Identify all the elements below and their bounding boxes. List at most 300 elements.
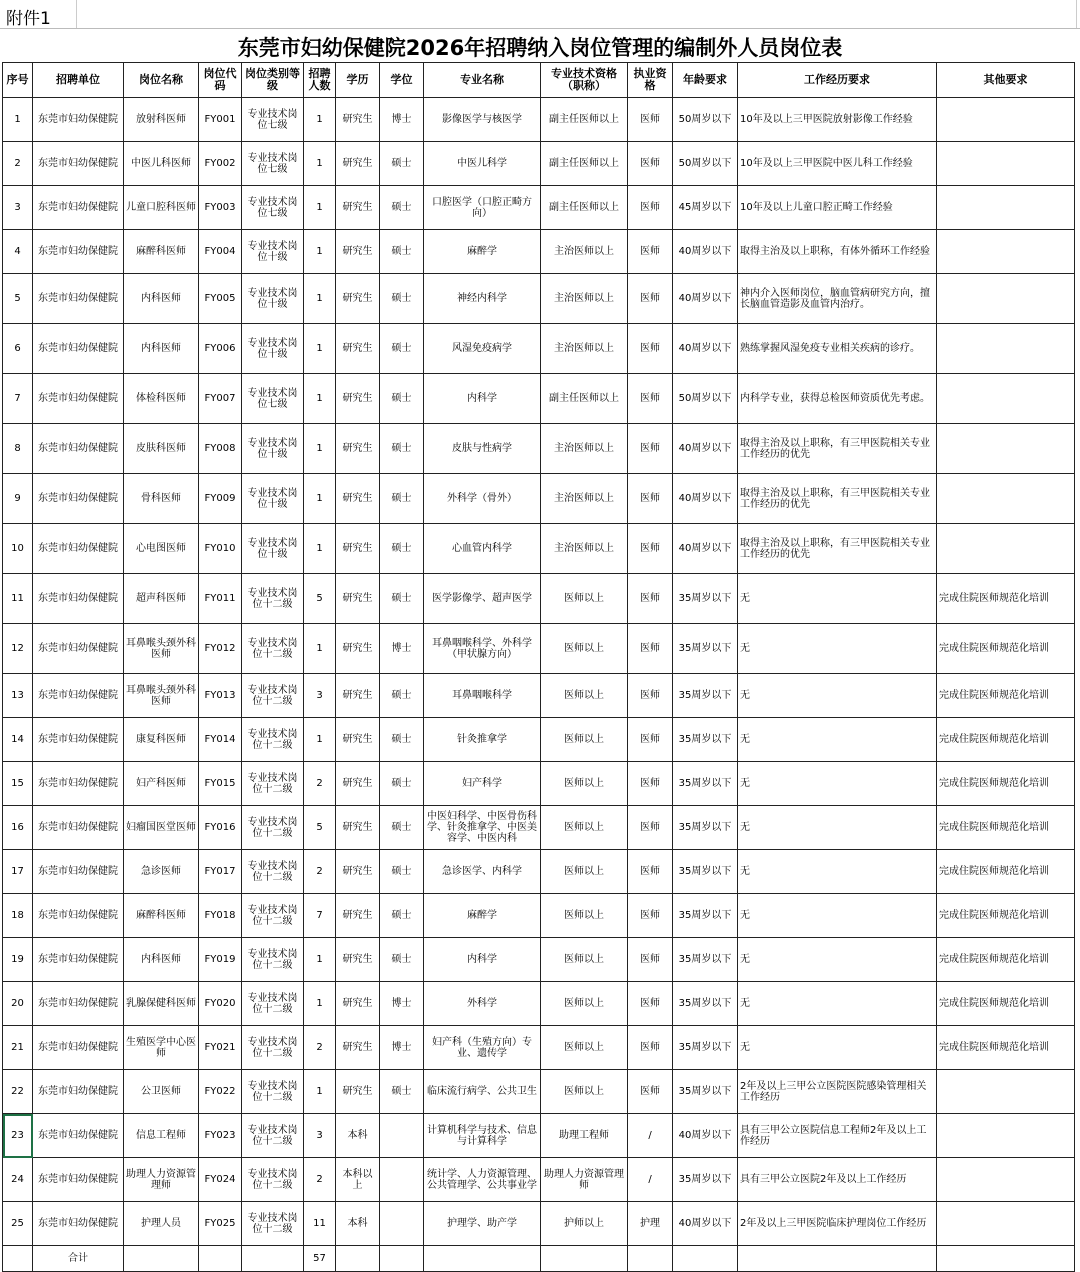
table-cell[interactable]: 医师 [628,186,673,230]
table-cell[interactable]: 专业技术岗位十级 [242,230,304,274]
table-cell[interactable]: 专业技术岗位七级 [242,142,304,186]
table-cell[interactable]: 主治医师以上 [541,324,628,374]
table-cell[interactable]: 1 [304,474,336,524]
table-cell[interactable]: 东莞市妇幼保健院 [33,324,124,374]
table-cell[interactable]: 完成住院医师规范化培训 [937,850,1075,894]
table-cell[interactable]: FY015 [199,762,242,806]
table-cell[interactable]: 1 [304,142,336,186]
table-cell[interactable] [937,98,1075,142]
table-cell[interactable]: 1 [304,424,336,474]
table-cell[interactable]: 取得主治及以上职称，有三甲医院相关专业工作经历的优先 [738,424,937,474]
table-cell[interactable]: 无 [738,762,937,806]
table-cell[interactable]: 硕士 [380,374,424,424]
table-cell[interactable] [937,1246,1075,1272]
total-label[interactable]: 合计 [33,1246,124,1272]
table-cell[interactable]: 医学影像学、超声医学 [424,574,541,624]
table-cell[interactable]: 东莞市妇幼保健院 [33,98,124,142]
header-cell[interactable]: 学位 [380,63,424,98]
table-cell[interactable]: 医师以上 [541,1070,628,1114]
table-cell[interactable]: 副主任医师以上 [541,374,628,424]
table-cell[interactable]: 硕士 [380,474,424,524]
table-cell[interactable]: 医师以上 [541,762,628,806]
table-cell[interactable]: 麻醉科医师 [124,894,199,938]
table-cell[interactable]: 35周岁以下 [673,938,738,982]
table-cell[interactable]: 博士 [380,98,424,142]
table-cell[interactable]: 东莞市妇幼保健院 [33,1026,124,1070]
table-cell[interactable]: 医师 [628,324,673,374]
table-cell[interactable]: 专业技术岗位十二级 [242,674,304,718]
table-cell[interactable]: 医师 [628,938,673,982]
table-cell[interactable]: 本科以上 [336,1158,380,1202]
table-cell[interactable]: 东莞市妇幼保健院 [33,230,124,274]
header-cell[interactable]: 其他要求 [937,63,1075,98]
table-cell[interactable]: 本科 [336,1202,380,1246]
table-cell[interactable]: 东莞市妇幼保健院 [33,474,124,524]
table-cell[interactable]: 硕士 [380,894,424,938]
table-cell[interactable] [937,142,1075,186]
table-cell[interactable]: 医师 [628,142,673,186]
table-cell[interactable]: 完成住院医师规范化培训 [937,674,1075,718]
table-cell[interactable]: 内科医师 [124,938,199,982]
table-cell[interactable]: 医师 [628,574,673,624]
table-cell[interactable]: FY012 [199,624,242,674]
table-cell[interactable]: 东莞市妇幼保健院 [33,938,124,982]
table-cell[interactable]: 20 [3,982,33,1026]
table-cell[interactable]: 研究生 [336,142,380,186]
table-cell[interactable]: 急诊医师 [124,850,199,894]
table-cell[interactable]: 无 [738,938,937,982]
header-cell[interactable]: 岗位代码 [199,63,242,98]
table-cell[interactable]: 18 [3,894,33,938]
table-cell[interactable] [937,324,1075,374]
table-cell[interactable]: 22 [3,1070,33,1114]
table-cell[interactable]: 研究生 [336,938,380,982]
table-cell[interactable]: 博士 [380,1026,424,1070]
table-cell[interactable]: 11 [3,574,33,624]
table-cell[interactable]: 专业技术岗位十二级 [242,850,304,894]
table-cell[interactable]: FY011 [199,574,242,624]
table-cell[interactable]: FY020 [199,982,242,1026]
table-cell[interactable]: 主治医师以上 [541,424,628,474]
header-cell[interactable]: 岗位类别等级 [242,63,304,98]
table-cell[interactable]: 东莞市妇幼保健院 [33,806,124,850]
table-cell[interactable]: 主治医师以上 [541,230,628,274]
table-cell[interactable]: 40周岁以下 [673,424,738,474]
table-cell[interactable]: 50周岁以下 [673,98,738,142]
table-cell[interactable]: 40周岁以下 [673,474,738,524]
table-cell[interactable]: 35周岁以下 [673,806,738,850]
table-cell[interactable]: 临床流行病学、公共卫生 [424,1070,541,1114]
table-cell[interactable]: 东莞市妇幼保健院 [33,574,124,624]
table-cell[interactable]: 硕士 [380,230,424,274]
table-cell[interactable]: 硕士 [380,574,424,624]
table-cell[interactable]: 5 [304,574,336,624]
table-cell[interactable] [380,1202,424,1246]
table-cell[interactable]: 中医儿科学 [424,142,541,186]
table-cell[interactable]: FY022 [199,1070,242,1114]
table-cell[interactable]: 东莞市妇幼保健院 [33,624,124,674]
table-cell[interactable]: 研究生 [336,718,380,762]
table-cell[interactable]: 专业技术岗位十级 [242,274,304,324]
table-cell[interactable]: 东莞市妇幼保健院 [33,1158,124,1202]
table-cell[interactable]: 完成住院医师规范化培训 [937,762,1075,806]
table-cell[interactable]: 40周岁以下 [673,1202,738,1246]
table-cell[interactable]: 体检科医师 [124,374,199,424]
table-cell[interactable] [937,374,1075,424]
table-cell[interactable]: 麻醉学 [424,230,541,274]
table-cell[interactable]: FY002 [199,142,242,186]
table-cell[interactable]: 45周岁以下 [673,186,738,230]
table-cell[interactable]: 妇产科（生殖方向）专业、遗传学 [424,1026,541,1070]
table-cell[interactable]: 医师 [628,1026,673,1070]
table-cell[interactable]: 1 [304,274,336,324]
table-cell[interactable]: 医师以上 [541,674,628,718]
table-cell[interactable]: 医师 [628,274,673,324]
table-cell[interactable]: 取得主治及以上职称，有三甲医院相关专业工作经历的优先 [738,474,937,524]
header-cell[interactable]: 专业名称 [424,63,541,98]
table-cell[interactable]: 35周岁以下 [673,850,738,894]
table-cell[interactable]: 东莞市妇幼保健院 [33,374,124,424]
table-cell[interactable]: 专业技术岗位十二级 [242,1026,304,1070]
table-cell[interactable] [937,230,1075,274]
table-cell[interactable]: 医师以上 [541,938,628,982]
table-cell[interactable]: 1 [304,524,336,574]
table-cell[interactable]: 医师 [628,424,673,474]
table-cell[interactable]: 7 [3,374,33,424]
table-cell[interactable]: 医师以上 [541,574,628,624]
table-cell[interactable]: 东莞市妇幼保健院 [33,894,124,938]
total-count[interactable]: 57 [304,1246,336,1272]
table-cell[interactable]: 中医妇科学、中医骨伤科学、针灸推拿学、中医美容学、中医内科 [424,806,541,850]
table-cell[interactable]: 东莞市妇幼保健院 [33,1202,124,1246]
table-cell[interactable]: 硕士 [380,718,424,762]
table-cell[interactable]: 专业技术岗位十二级 [242,806,304,850]
table-cell[interactable]: 研究生 [336,982,380,1026]
table-cell[interactable]: 专业技术岗位十级 [242,474,304,524]
table-cell[interactable]: / [628,1114,673,1158]
table-cell[interactable]: 研究生 [336,186,380,230]
table-cell[interactable]: 23 [3,1114,33,1158]
table-cell[interactable]: 50周岁以下 [673,374,738,424]
table-cell[interactable]: 9 [3,474,33,524]
table-cell[interactable] [937,524,1075,574]
table-cell[interactable]: 1 [304,186,336,230]
table-cell[interactable]: 完成住院医师规范化培训 [937,718,1075,762]
table-cell[interactable]: 专业技术岗位十级 [242,524,304,574]
table-cell[interactable] [124,1246,199,1272]
table-cell[interactable]: 内科学专业，获得总检医师资质优先考虑。 [738,374,937,424]
table-cell[interactable]: 研究生 [336,374,380,424]
table-cell[interactable]: 儿童口腔科医师 [124,186,199,230]
table-cell[interactable]: 40周岁以下 [673,524,738,574]
table-cell[interactable]: 16 [3,806,33,850]
table-cell[interactable]: 40周岁以下 [673,230,738,274]
table-cell[interactable]: 取得主治及以上职称，有三甲医院相关专业工作经历的优先 [738,524,937,574]
table-cell[interactable]: 40周岁以下 [673,1114,738,1158]
table-cell[interactable]: 东莞市妇幼保健院 [33,982,124,1026]
table-cell[interactable]: 硕士 [380,524,424,574]
table-cell[interactable]: 助理工程师 [541,1114,628,1158]
table-cell[interactable]: 专业技术岗位十二级 [242,1070,304,1114]
table-cell[interactable]: 5 [3,274,33,324]
table-cell[interactable]: 专业技术岗位十二级 [242,1158,304,1202]
table-cell[interactable] [937,186,1075,230]
table-cell[interactable]: 10年及以上三甲医院中医儿科工作经验 [738,142,937,186]
table-cell[interactable]: 内科医师 [124,324,199,374]
table-cell[interactable]: 康复科医师 [124,718,199,762]
table-cell[interactable]: FY021 [199,1026,242,1070]
table-cell[interactable]: 2 [304,1026,336,1070]
table-cell[interactable]: 信息工程师 [124,1114,199,1158]
table-cell[interactable]: 1 [304,718,336,762]
table-cell[interactable]: 专业技术岗位十级 [242,424,304,474]
table-cell[interactable] [424,1246,541,1272]
table-cell[interactable]: 副主任医师以上 [541,142,628,186]
table-cell[interactable]: 护理 [628,1202,673,1246]
table-cell[interactable]: 骨科医师 [124,474,199,524]
table-cell[interactable]: 内科学 [424,374,541,424]
table-cell[interactable]: 神内介入医师岗位，脑血管病研究方向，擅长脑血管造影及血管内治疗。 [738,274,937,324]
table-cell[interactable]: 5 [304,806,336,850]
table-cell[interactable]: 医师 [628,806,673,850]
table-cell[interactable]: 博士 [380,982,424,1026]
table-cell[interactable]: FY001 [199,98,242,142]
table-cell[interactable]: 25 [3,1202,33,1246]
table-cell[interactable]: 完成住院医师规范化培训 [937,624,1075,674]
table-cell[interactable]: 医师 [628,850,673,894]
table-cell[interactable]: 研究生 [336,806,380,850]
table-cell[interactable]: 6 [3,324,33,374]
table-cell[interactable]: 耳鼻咽喉科学 [424,674,541,718]
table-cell[interactable]: 完成住院医师规范化培训 [937,938,1075,982]
table-cell[interactable]: 研究生 [336,762,380,806]
table-cell[interactable]: 研究生 [336,850,380,894]
table-cell[interactable]: 完成住院医师规范化培训 [937,1026,1075,1070]
table-cell[interactable] [541,1246,628,1272]
table-cell[interactable]: 2年及以上三甲医院临床护理岗位工作经历 [738,1202,937,1246]
table-cell[interactable] [937,1114,1075,1158]
table-cell[interactable]: 医师 [628,894,673,938]
table-cell[interactable]: 急诊医学、内科学 [424,850,541,894]
table-cell[interactable]: 医师 [628,1070,673,1114]
table-cell[interactable]: 硕士 [380,674,424,718]
table-cell[interactable]: 东莞市妇幼保健院 [33,718,124,762]
table-cell[interactable]: 硕士 [380,324,424,374]
table-cell[interactable]: FY010 [199,524,242,574]
table-cell[interactable]: 2 [304,850,336,894]
table-cell[interactable]: 专业技术岗位十级 [242,324,304,374]
header-cell[interactable]: 工作经历要求 [738,63,937,98]
table-cell[interactable]: 无 [738,982,937,1026]
table-cell[interactable]: 专业技术岗位十二级 [242,624,304,674]
table-cell[interactable]: 研究生 [336,524,380,574]
table-cell[interactable]: / [628,1158,673,1202]
table-cell[interactable]: 乳腺保健科医师 [124,982,199,1026]
table-cell[interactable]: 东莞市妇幼保健院 [33,1114,124,1158]
table-cell[interactable]: 护师以上 [541,1202,628,1246]
table-cell[interactable]: 东莞市妇幼保健院 [33,186,124,230]
table-cell[interactable] [628,1246,673,1272]
table-cell[interactable]: 医师以上 [541,624,628,674]
table-cell[interactable]: 无 [738,624,937,674]
table-cell[interactable]: 医师 [628,624,673,674]
table-cell[interactable]: 主治医师以上 [541,474,628,524]
table-cell[interactable]: 护理学、助产学 [424,1202,541,1246]
table-cell[interactable]: 研究生 [336,894,380,938]
table-cell[interactable]: 医师 [628,674,673,718]
table-cell[interactable]: 研究生 [336,474,380,524]
table-cell[interactable]: 10年及以上三甲医院放射影像工作经验 [738,98,937,142]
table-cell[interactable]: 完成住院医师规范化培训 [937,894,1075,938]
table-cell[interactable]: 21 [3,1026,33,1070]
table-cell[interactable]: 东莞市妇幼保健院 [33,142,124,186]
table-cell[interactable]: FY023 [199,1114,242,1158]
table-cell[interactable]: FY019 [199,938,242,982]
table-cell[interactable]: 东莞市妇幼保健院 [33,274,124,324]
table-cell[interactable] [738,1246,937,1272]
table-cell[interactable]: 1 [304,938,336,982]
table-cell[interactable]: 1 [304,374,336,424]
table-cell[interactable]: 医师 [628,98,673,142]
table-cell[interactable]: FY014 [199,718,242,762]
table-cell[interactable]: 主治医师以上 [541,274,628,324]
table-cell[interactable]: 医师 [628,524,673,574]
table-cell[interactable]: 1 [304,324,336,374]
table-cell[interactable]: 研究生 [336,98,380,142]
table-cell[interactable]: FY018 [199,894,242,938]
table-cell[interactable]: 心血管内科学 [424,524,541,574]
table-cell[interactable]: 麻醉学 [424,894,541,938]
header-cell[interactable]: 招聘单位 [33,63,124,98]
table-cell[interactable]: 生殖医学中心医师 [124,1026,199,1070]
header-cell[interactable]: 年龄要求 [673,63,738,98]
table-cell[interactable]: 东莞市妇幼保健院 [33,1070,124,1114]
table-cell[interactable]: 2年及以上三甲公立医院医院感染管理相关工作经历 [738,1070,937,1114]
header-cell[interactable]: 执业资格 [628,63,673,98]
table-cell[interactable]: 研究生 [336,574,380,624]
table-cell[interactable]: 放射科医师 [124,98,199,142]
table-cell[interactable]: 外科学（骨外） [424,474,541,524]
table-cell[interactable]: 具有三甲公立医院2年及以上工作经历 [738,1158,937,1202]
table-cell[interactable]: 内科医师 [124,274,199,324]
table-cell[interactable]: 研究生 [336,674,380,718]
table-cell[interactable]: 副主任医师以上 [541,98,628,142]
table-cell[interactable]: 医师以上 [541,850,628,894]
table-cell[interactable] [242,1246,304,1272]
table-cell[interactable]: 35周岁以下 [673,718,738,762]
table-cell[interactable]: 无 [738,894,937,938]
table-cell[interactable]: 针灸推拿学 [424,718,541,762]
table-cell[interactable]: 35周岁以下 [673,762,738,806]
table-cell[interactable]: 研究生 [336,274,380,324]
table-cell[interactable]: 12 [3,624,33,674]
table-cell[interactable]: 医师 [628,762,673,806]
table-cell[interactable]: 13 [3,674,33,718]
table-cell[interactable]: 3 [304,674,336,718]
table-cell[interactable]: 35周岁以下 [673,624,738,674]
table-cell[interactable]: 专业技术岗位十二级 [242,982,304,1026]
table-cell[interactable]: 硕士 [380,1070,424,1114]
table-cell[interactable]: 医师 [628,474,673,524]
table-cell[interactable]: 11 [304,1202,336,1246]
table-cell[interactable]: 无 [738,1026,937,1070]
table-cell[interactable]: 完成住院医师规范化培训 [937,982,1075,1026]
table-cell[interactable]: 神经内科学 [424,274,541,324]
table-cell[interactable]: 35周岁以下 [673,1158,738,1202]
table-cell[interactable]: 无 [738,850,937,894]
table-cell[interactable]: 硕士 [380,850,424,894]
table-cell[interactable]: 皮肤与性病学 [424,424,541,474]
table-cell[interactable]: 4 [3,230,33,274]
table-cell[interactable]: 1 [304,982,336,1026]
table-cell[interactable]: FY025 [199,1202,242,1246]
table-cell[interactable]: 40周岁以下 [673,324,738,374]
table-cell[interactable]: 东莞市妇幼保健院 [33,762,124,806]
table-cell[interactable]: 熟练掌握风湿免疫专业相关疾病的诊疗。 [738,324,937,374]
table-cell[interactable]: 医师 [628,718,673,762]
table-cell[interactable]: FY009 [199,474,242,524]
table-cell[interactable]: 具有三甲公立医院信息工程师2年及以上工作经历 [738,1114,937,1158]
table-cell[interactable]: 1 [304,1070,336,1114]
table-cell[interactable]: 专业技术岗位七级 [242,186,304,230]
header-cell[interactable]: 专业技术资格（职称） [541,63,628,98]
table-cell[interactable]: 医师以上 [541,982,628,1026]
table-cell[interactable]: 公卫医师 [124,1070,199,1114]
table-cell[interactable]: 50周岁以下 [673,142,738,186]
table-cell[interactable]: 副主任医师以上 [541,186,628,230]
table-cell[interactable]: 硕士 [380,806,424,850]
table-cell[interactable] [3,1246,33,1272]
table-cell[interactable]: 35周岁以下 [673,1070,738,1114]
table-cell[interactable]: 耳鼻喉头颈外科医师 [124,674,199,718]
table-cell[interactable]: 14 [3,718,33,762]
table-cell[interactable]: 35周岁以下 [673,1026,738,1070]
table-cell[interactable]: 医师以上 [541,718,628,762]
table-cell[interactable]: 无 [738,674,937,718]
header-cell[interactable]: 序号 [3,63,33,98]
table-cell[interactable]: 助理人力资源管理师 [541,1158,628,1202]
table-cell[interactable] [937,424,1075,474]
table-cell[interactable]: 东莞市妇幼保健院 [33,424,124,474]
table-cell[interactable]: 本科 [336,1114,380,1158]
table-cell[interactable]: 2 [304,762,336,806]
table-cell[interactable]: 2 [304,1158,336,1202]
table-cell[interactable]: 35周岁以下 [673,982,738,1026]
table-cell[interactable]: 无 [738,806,937,850]
table-cell[interactable]: 东莞市妇幼保健院 [33,524,124,574]
table-cell[interactable]: 耳鼻喉头颈外科医师 [124,624,199,674]
table-cell[interactable]: 专业技术岗位十二级 [242,762,304,806]
table-cell[interactable]: 专业技术岗位七级 [242,98,304,142]
table-cell[interactable]: FY003 [199,186,242,230]
header-cell[interactable]: 招聘人数 [304,63,336,98]
table-cell[interactable]: 19 [3,938,33,982]
table-cell[interactable]: 内科学 [424,938,541,982]
table-cell[interactable]: FY008 [199,424,242,474]
table-cell[interactable]: 博士 [380,624,424,674]
table-cell[interactable]: 中医儿科医师 [124,142,199,186]
table-cell[interactable]: 医师 [628,982,673,1026]
table-cell[interactable]: FY016 [199,806,242,850]
table-cell[interactable]: 17 [3,850,33,894]
table-cell[interactable] [937,1070,1075,1114]
table-cell[interactable]: 医师 [628,230,673,274]
table-cell[interactable] [937,474,1075,524]
table-cell[interactable]: 妇产科医师 [124,762,199,806]
table-cell[interactable]: 研究生 [336,324,380,374]
table-cell[interactable] [380,1246,424,1272]
table-cell[interactable]: 1 [304,98,336,142]
